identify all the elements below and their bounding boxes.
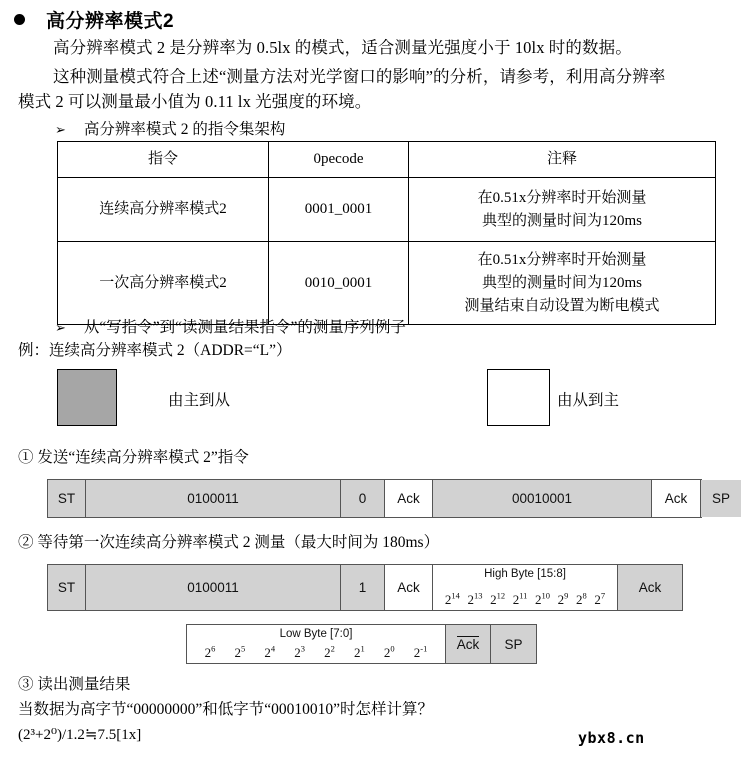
bit-weight: $2^2$ [324,643,335,660]
step-3-label: ③ 读出测量结果 [18,676,131,693]
bitfield-bits [187,643,445,660]
table-header-notes: 注释 [409,142,716,178]
watermark: ybx8.cn [578,729,645,747]
instruction-set-table [57,141,716,325]
arrow-bullet-icon: ➢ [55,122,66,137]
frame-cell-label: Ack [664,491,688,506]
frame-cell-sp [491,625,536,663]
frame-cell-ack [446,625,491,663]
frame-cell-label: SP [711,491,730,506]
table-row [58,178,716,242]
frame-cell-label: 1 [358,580,367,595]
frame-cell-ack [652,480,701,517]
conclusion-formula: (2³+2⁰)/1.2≒7.5[1x] [18,727,142,743]
bit-weight: $2^6$ [204,643,216,660]
bit-weight: $2^{14}$ [444,590,460,607]
frame-cell-ack [385,480,433,517]
note-line: 典型的测量时间为120ms [481,212,642,229]
instruction-set-heading-label: 高分辨率模式 2 的指令集架构 [83,121,286,138]
frame-cell-label: ST [57,491,76,506]
frame-cell-label: ST [57,580,76,595]
step-2-label: ② 等待第一次连续高分辨率模式 2 测量（最大时间为 180ms） [18,534,440,551]
cell-command: 连续高分辨率模式2 [58,178,269,242]
bit-weight: $2^7$ [594,590,606,607]
bit-weight: $2^0$ [383,643,395,660]
example-line: 例：连续高分辨率模式 2（ADDR=“L”） [18,342,292,359]
bit-weight: $2^5$ [234,643,246,660]
frame-cell-low-byte [187,625,446,663]
timing-frame-2 [47,564,683,611]
bitfield-title: Low Byte [7:0] [279,628,353,640]
frame-cell-high-byte [433,565,618,610]
bit-weight: $2^8$ [576,590,587,607]
cell-command: 一次高分辨率模式2 [58,242,269,325]
arrow-bullet-icon: ➢ [55,320,66,335]
bullet-icon [14,14,25,25]
step-1-label: ① 发送“连续高分辨率模式 2”指令 [18,449,249,466]
frame-cell-1 [341,565,385,610]
frame-cell-label: Ack [397,580,420,595]
cell-opcode: 0010_0001 [269,242,409,325]
timing-frame-1 [47,479,730,518]
frame-cell-label: 0100011 [187,580,239,595]
frame-cell-st [48,480,86,517]
legend-swatch-slave-to-master [487,369,550,426]
frame-cell-label: Ack [456,637,480,652]
page-heading [14,6,174,33]
legend-swatch-master-to-slave [57,369,117,426]
intro-line-2: 这种测量模式符合上述“测量方法对光学窗口的影响”的分析，请参考，利用高分辨率 [53,67,666,86]
frame-cell-st [48,565,86,610]
frame-cell-ack [618,565,682,610]
legend-label-slave-to-master: 由从到主 [557,392,620,409]
intro-line-1: 高分辨率模式 2 是分辨率为 0.5lx 的模式，适合测量光强度小于 10lx 时的数据。 [53,38,632,57]
cell-notes [409,242,716,325]
sequence-heading-label: 从“写指令”到“读测量结果指令”的测量序列例子 [83,319,406,336]
legend-label-master-to-slave: 由主到从 [168,392,231,409]
note-line: 在0.51x分辨率时开始测量 [477,189,647,206]
bitfield-title: High Byte [15:8] [484,568,566,580]
page-title: 高分辨率模式2 [46,11,175,32]
frame-cell-00010001 [433,480,652,517]
bit-weight: $2^{13}$ [467,590,483,607]
frame-cell-0100011 [86,565,341,610]
cell-notes [409,178,716,242]
bit-weight: $2^4$ [264,643,276,660]
table-row [58,242,716,325]
bit-weight: $2^{10}$ [535,590,550,607]
table-header-opcode: 0pecode [269,142,409,178]
bitfield [433,565,617,610]
frame-cell-label: SP [504,636,523,652]
frame-cell-0100011 [86,480,341,517]
note-line: 在0.51x分辨率时开始测量 [477,251,647,268]
frame-cell-label: 0 [358,491,367,506]
bit-weight: $2^{12}$ [490,590,506,607]
table-header-command: 指令 [58,142,269,178]
frame-cell-0 [341,480,385,517]
bitfield [187,625,445,663]
bit-weight: $2^9$ [557,590,569,607]
note-line: 典型的测量时间为120ms [481,274,642,291]
bitfield-bits [433,590,617,607]
frame-cell-label: Ack [638,580,662,595]
note-line: 测量结束自动设置为断电模式 [464,297,660,314]
bit-weight: $2^1$ [354,643,365,660]
bit-weight: $2^3$ [294,643,305,660]
bit-weight: $2^{11}$ [512,590,528,607]
bit-weight: $2^{-1}$ [413,643,428,660]
frame-cell-ack [385,565,433,610]
cell-opcode: 0001_0001 [269,178,409,242]
frame-cell-label: 00010001 [511,491,573,506]
sequence-heading [55,315,406,337]
timing-frame-3 [186,624,537,664]
intro-line-3: 模式 2 可以测量最小值为 0.11 lx 光强度的环境。 [18,92,372,111]
instruction-set-heading [55,117,285,139]
conclusion-question: 当数据为高字节“00000000”和低字节“00010010”时怎样计算？ [18,701,434,718]
frame-cell-sp [701,480,741,517]
table-header-row [58,142,716,178]
frame-cell-label: 0100011 [187,491,239,506]
frame-cell-label: Ack [397,491,420,506]
